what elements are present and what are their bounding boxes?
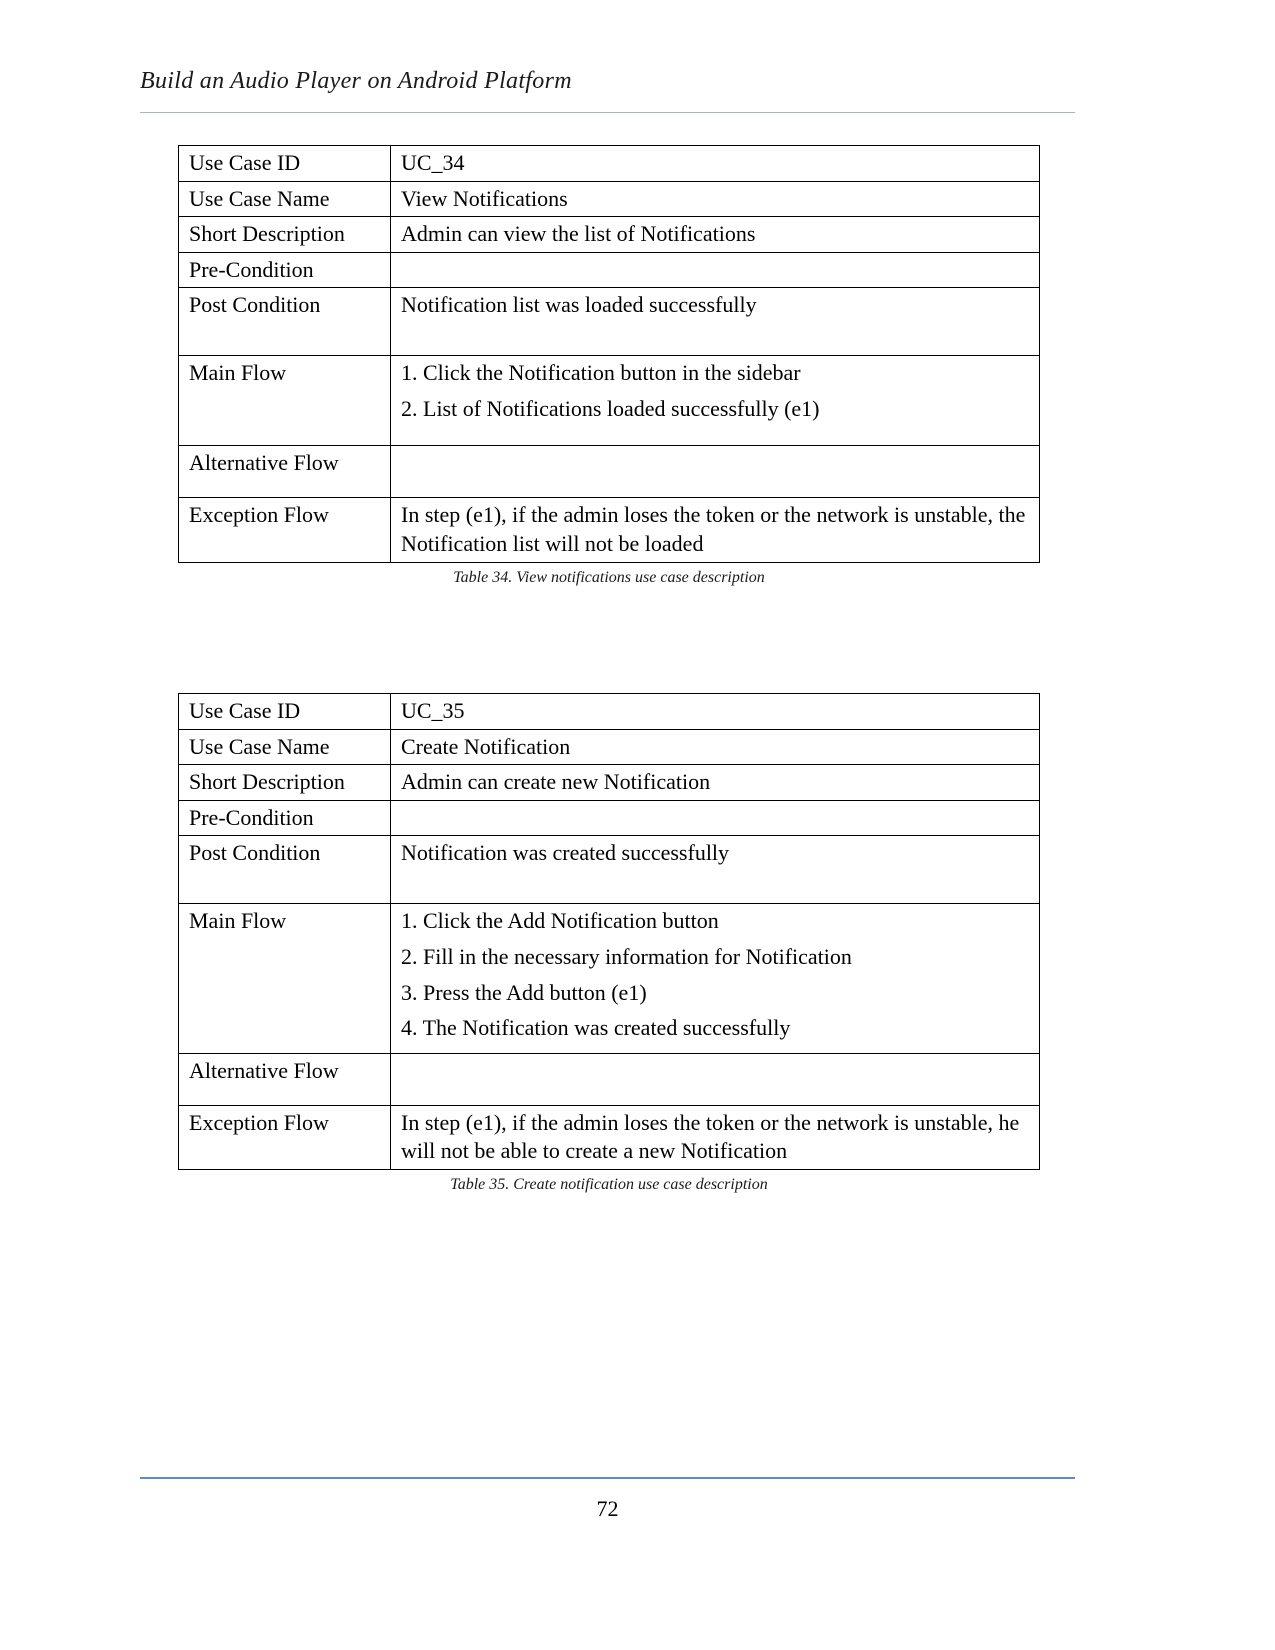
use-case-table-uc35 — [178, 693, 1040, 1194]
row-value-cell — [391, 252, 1040, 288]
row-value-cell: Admin can view the list of Notifications — [391, 217, 1040, 253]
table-row — [179, 729, 1040, 765]
table-row — [179, 252, 1040, 288]
document-header-title: Build an Audio Player on Android Platform — [140, 68, 572, 94]
row-label-cell: Main Flow — [179, 356, 391, 446]
table-row — [179, 288, 1040, 356]
row-label-cell: Use Case ID — [179, 146, 391, 182]
table-row — [179, 217, 1040, 253]
main-flow-step: 4. The Notification was created successfully — [401, 1015, 791, 1041]
row-label-cell: Short Description — [179, 765, 391, 801]
table-row — [179, 356, 1040, 446]
header-rule — [140, 112, 1075, 113]
row-value-cell: Admin can create new Notification — [391, 765, 1040, 801]
row-value-cell: Create Notification — [391, 729, 1040, 765]
row-label-cell: Post Condition — [179, 836, 391, 904]
use-case-table — [178, 693, 1040, 1170]
table-caption: Table 35. Create notification use case description — [450, 1175, 768, 1193]
footer-rule — [140, 1477, 1075, 1479]
use-case-table — [178, 145, 1040, 563]
row-label-cell: Pre-Condition — [179, 800, 391, 836]
table-row — [179, 904, 1040, 1053]
table-row — [179, 800, 1040, 836]
main-flow-step: 1. Click the Add Notification button — [401, 908, 719, 934]
main-flow-step: 1. Click the Notification button in the sidebar — [401, 360, 801, 386]
table-row — [179, 694, 1040, 730]
row-label-cell: Pre-Condition — [179, 252, 391, 288]
row-value-cell: Notification was created successfully — [391, 836, 1040, 904]
row-value-cell: UC_34 — [391, 146, 1040, 182]
row-label-cell: Main Flow — [179, 904, 391, 1053]
table-row — [179, 446, 1040, 498]
row-value-cell — [391, 800, 1040, 836]
row-label-cell: Use Case Name — [179, 729, 391, 765]
main-flow-step: 3. Press the Add button (e1) — [401, 979, 647, 1005]
main-flow-step: 2. List of Notifications loaded successfully (e1) — [401, 395, 820, 421]
table-caption: Table 34. View notifications use case description — [453, 568, 765, 586]
row-label-cell: Post Condition — [179, 288, 391, 356]
table-row — [179, 1053, 1040, 1105]
page-number: 72 — [596, 1496, 619, 1521]
row-label-cell: Alternative Flow — [179, 1053, 391, 1105]
row-label-cell: Exception Flow — [179, 1105, 391, 1169]
row-label-cell: Exception Flow — [179, 498, 391, 562]
table-row — [179, 836, 1040, 904]
table-row — [179, 765, 1040, 801]
main-flow-step: 2. Fill in the necessary information for Notification — [401, 943, 852, 969]
row-label-cell: Short Description — [179, 217, 391, 253]
table-row — [179, 146, 1040, 182]
row-label-cell: Use Case Name — [179, 181, 391, 217]
row-value-cell — [391, 904, 1040, 1053]
row-value-cell: UC_35 — [391, 694, 1040, 730]
row-value-cell: In step (e1), if the admin loses the token or the network is unstable, the Notification list will not be loaded — [391, 498, 1040, 562]
table-row — [179, 498, 1040, 562]
row-value-cell: In step (e1), if the admin loses the token or the network is unstable, he will not be able to create a new Notification — [391, 1105, 1040, 1169]
row-value-cell: Notification list was loaded successfully — [391, 288, 1040, 356]
use-case-table-uc34 — [178, 145, 1040, 587]
row-value-cell — [391, 356, 1040, 446]
row-value-cell: View Notifications — [391, 181, 1040, 217]
row-label-cell: Alternative Flow — [179, 446, 391, 498]
row-label-cell: Use Case ID — [179, 694, 391, 730]
row-value-cell — [391, 1053, 1040, 1105]
row-value-cell — [391, 446, 1040, 498]
table-row — [179, 1105, 1040, 1169]
table-row — [179, 181, 1040, 217]
